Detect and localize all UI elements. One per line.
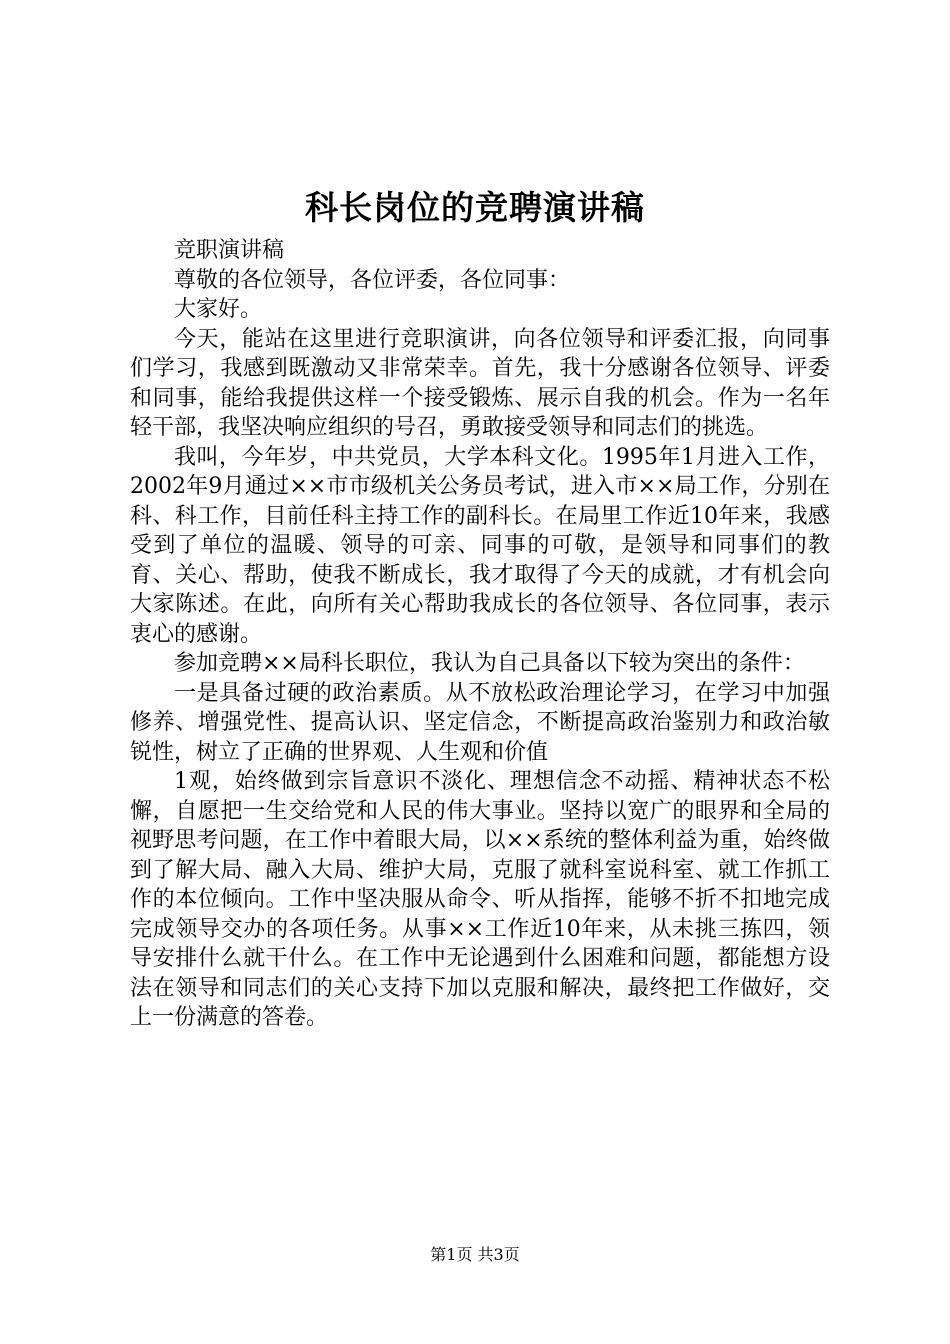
paragraph: 参加竞聘××局科长职位，我认为自己具备以下较为突出的条件： [174,651,805,676]
document-title: 科长岗位的竞聘演讲稿 [305,188,645,227]
paragraph: 我叫，今年岁，中共党员，大学本科文化。1995年1月进入工作，2002年9月通过××市市级机关公务员考试，进入市××局工作，分别在科、科工作，目前任科主持工作的副科长。在局里工作近10年来，我感受到了单位的温暖、领导的可亲、同事的可敬，是领导和同事们的教育、关心、帮助，使我不断成长，我才取得了今天的成就，才有机会向大家陈述。在此，向所有关心帮助我成长的各位领导、各位同事，表示衷心的感谢。 [130,444,830,647]
paragraph: 今天，能站在这里进行竞职演讲，向各位领导和评委汇报，向同事们学习，我感到既激动又非常荣幸。首先，我十分感谢各位领导、评委和同事，能给我提供这样一个接受锻炼、展示自我的机会。作为一名年轻干部，我坚决响应组织的号召，勇敢接受领导和同志们的挑选。 [130,326,830,440]
paragraph: 竞职演讲稿 [174,238,285,263]
page-number-footer: 第1页 共3页 [430,1245,520,1264]
paragraph: 大家好。 [174,297,263,322]
paragraph: 1观，始终做到宗旨意识不淡化、理想信念不动摇、精神状态不松懈，自愿把一生交给党和人民的伟大事业。坚持以宽广的眼界和全局的视野思考问题，在工作中着眼大局，以××系统的整体利益为重，始终做到了解大局、融入大局、维护大局，克服了就科室说科室、就工作抓工作的本位倾向。工作中坚决服从命令、听从指挥，能够不折不扣地完成完成领导交办的各项任务。从事××工作近10年来，从未挑三拣四，领导安排什么就干什么。在工作中无论遇到什么困难和问题，都能想方设法在领导和同志们的关心支持下加以克服和解决，最终把工作做好，交上一份满意的答卷。 [130,769,830,1030]
paragraph: 一是具备过硬的政治素质。从不放松政治理论学习，在学习中加强修养、增强党性、提高认识、坚定信念，不断提高政治鉴别力和政治敏锐性，树立了正确的世界观、人生观和价值 [130,680,830,765]
document-body [130,236,830,1033]
paragraph: 尊敬的各位领导，各位评委，各位同事： [174,267,571,293]
